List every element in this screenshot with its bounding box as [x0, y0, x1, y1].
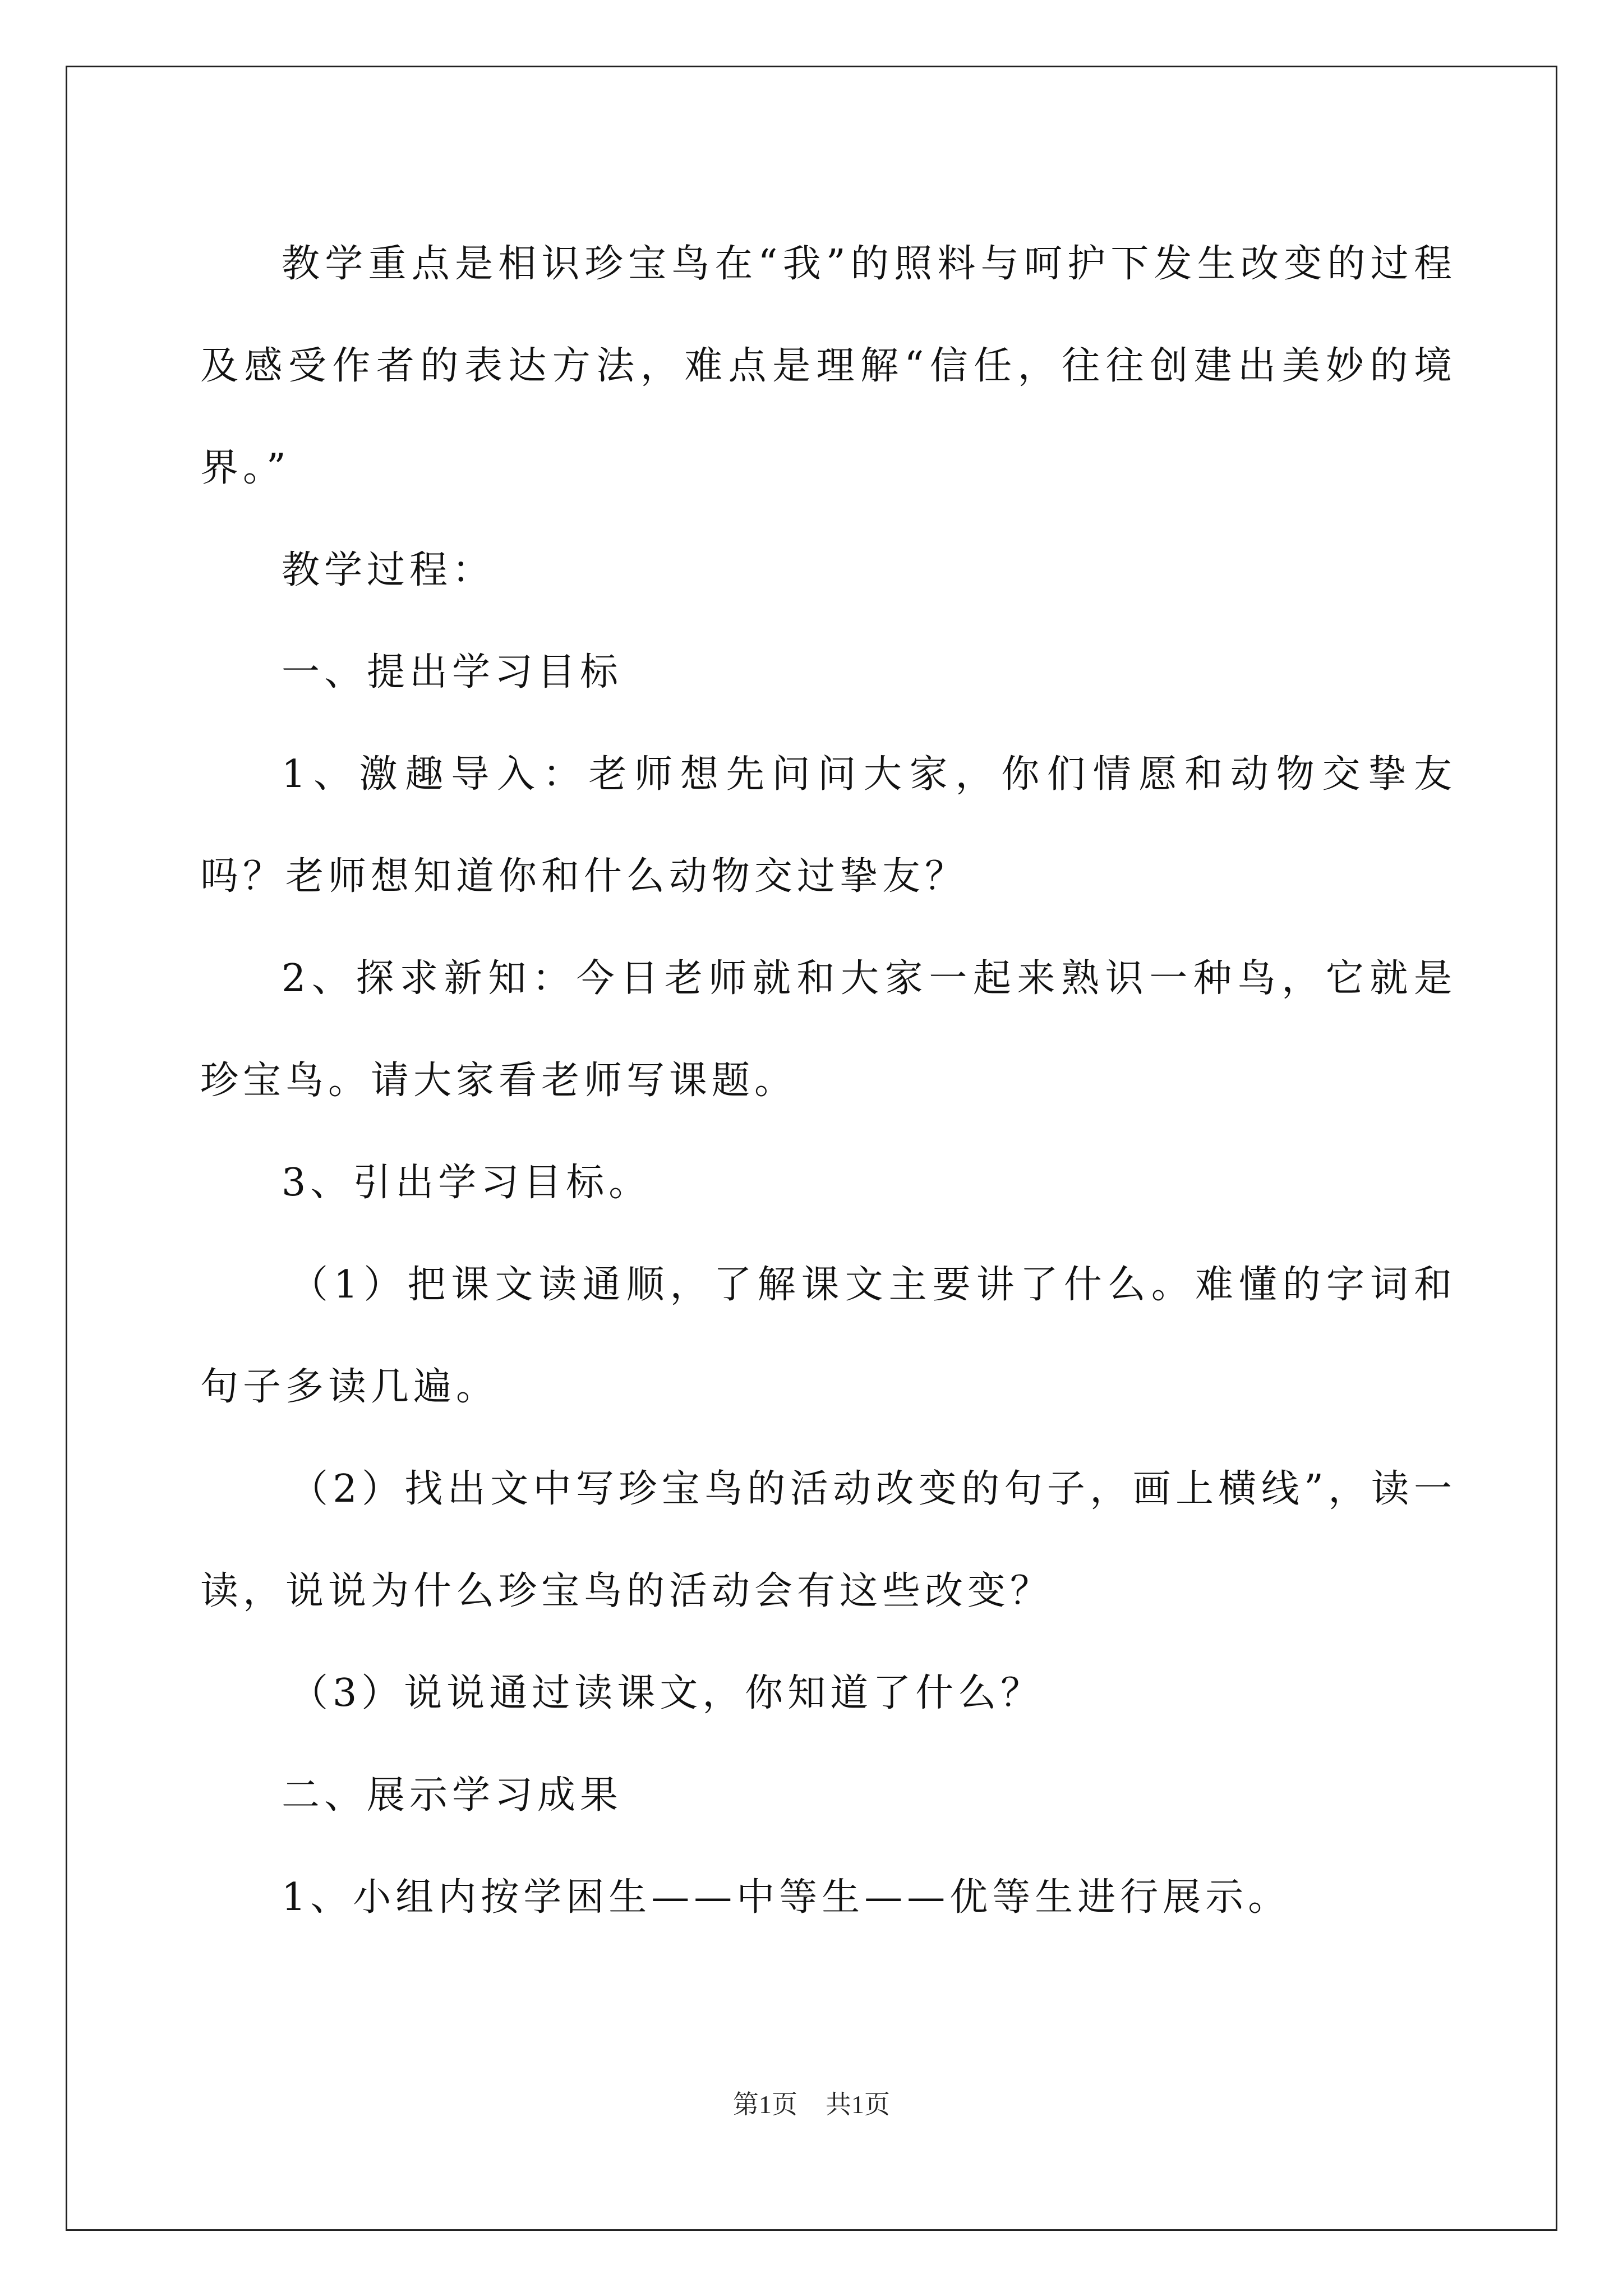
paragraph-subitem-1: （1）把课文读通顺，了解课文主要讲了什么。难懂的字词和句子多读几遍。 — [200, 1263, 1456, 1409]
paragraph-item-3: 3、引出学习目标。 — [282, 1161, 652, 1205]
document-body — [200, 213, 1456, 1949]
paragraph-section-two-item-1: 1、小组内按学困生——中等生——优等生进行展示。 — [282, 1875, 1291, 1920]
paragraph-item-1: 1、激趣导入：老师想先问问大家，你们情愿和动物交挚友吗？老师想知道你和什么动物交过挚友？ — [200, 752, 1456, 899]
paragraph-teaching-focus: 教学重点是相识珍宝鸟在“我”的照料与呵护下发生改变的过程及感受作者的表达方法，难点是理解“信任，往往创建出美妙的境界。” — [200, 242, 1456, 490]
paragraph-teaching-process-heading: 教学过程： — [282, 548, 495, 592]
page-number-label: 第1页 — [733, 2090, 797, 2119]
paragraph-subitem-3: （3）说说通过读课文，你知道了什么？ — [290, 1671, 1044, 1715]
paragraph-item-2: 2、探求新知：今日老师就和大家一起来熟识一种鸟，它就是珍宝鸟。请大家看老师写课题。 — [200, 956, 1456, 1103]
paragraph-subitem-2: （2）找出文中写珍宝鸟的活动改变的句子，画上横线”，读一读，说说为什么珍宝鸟的活动会有这些改变？ — [200, 1467, 1456, 1613]
paragraph-section-one-heading: 一、提出学习目标 — [282, 650, 623, 694]
paragraph-section-two-heading: 二、展示学习成果 — [282, 1773, 623, 1818]
page-footer — [0, 2084, 1623, 2121]
page-total-label: 共1页 — [826, 2090, 890, 2119]
